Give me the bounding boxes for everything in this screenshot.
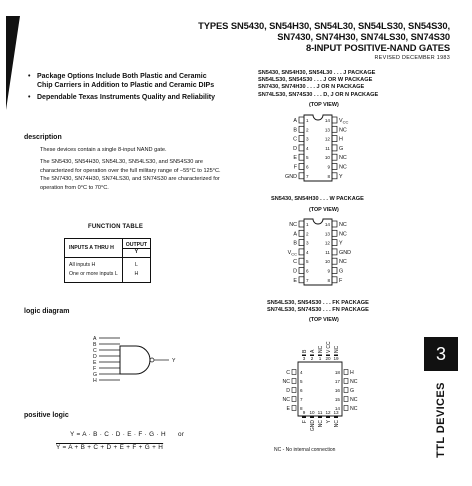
pin-stub bbox=[332, 145, 337, 151]
input-label: E bbox=[93, 360, 97, 366]
pin-stub bbox=[344, 397, 348, 402]
pin-number: 11 bbox=[317, 410, 323, 415]
pin-label: C bbox=[286, 370, 290, 376]
pin-number: 10 bbox=[324, 155, 330, 161]
package-fk-title bbox=[267, 300, 369, 314]
pin-number: 4 bbox=[300, 370, 303, 375]
pin-label: F bbox=[302, 420, 308, 424]
pin-stub bbox=[299, 126, 304, 132]
pin-number: 9 bbox=[327, 268, 330, 274]
output-header-label: OUTPUT bbox=[125, 241, 148, 248]
pin-number: 2 bbox=[306, 127, 309, 133]
input-label: C bbox=[93, 348, 97, 354]
top-view-label: (TOP VIEW) bbox=[309, 207, 339, 213]
pin-stub bbox=[344, 370, 348, 375]
pin-stub bbox=[332, 230, 337, 236]
pin-number: 5 bbox=[306, 259, 309, 265]
pin-stub bbox=[299, 164, 304, 170]
pin-stub bbox=[332, 221, 337, 227]
pin-label: H bbox=[350, 370, 354, 376]
pin-stub bbox=[332, 126, 337, 132]
logic-diagram bbox=[90, 334, 180, 386]
title-line-2: SN7430, SN74H30, SN74LS30, SN74S30 bbox=[277, 31, 450, 42]
pin-stub bbox=[332, 173, 337, 179]
pin-stub bbox=[318, 355, 322, 357]
table-cell: All inputs H bbox=[69, 262, 96, 268]
pin-label: NC bbox=[318, 345, 324, 353]
package-line: SN7430, SN74H30 . . . J OR N PACKAGE bbox=[258, 84, 365, 91]
pin-label: NC bbox=[334, 345, 340, 353]
pin-label: D bbox=[293, 268, 297, 275]
table-cell: One or more inputs L bbox=[69, 271, 118, 277]
pin-label: E bbox=[293, 277, 297, 284]
pin-label: $V_{CC}$ bbox=[287, 249, 297, 257]
pin-number: 13 bbox=[324, 127, 330, 133]
output-label: Y bbox=[172, 358, 176, 364]
pin-stub bbox=[299, 249, 304, 255]
pin-number: 4 bbox=[306, 145, 309, 151]
pin-label: NC bbox=[339, 127, 347, 134]
pin-label: NC bbox=[350, 406, 358, 412]
pin-number: 2 bbox=[306, 231, 309, 237]
pin-number: 6 bbox=[306, 268, 309, 274]
pin-label: Y bbox=[339, 173, 343, 180]
pin-number: 7 bbox=[300, 397, 303, 402]
pin-number: 14 bbox=[324, 118, 330, 123]
pin-label: B bbox=[293, 127, 297, 134]
dip-j-pins bbox=[285, 117, 348, 180]
input-label: A bbox=[93, 336, 97, 342]
logic-equation-2: Y = A + B + C + D + E + F + G + H bbox=[56, 444, 164, 451]
section-tab-label bbox=[424, 380, 458, 464]
pin-stub bbox=[344, 379, 348, 384]
pin-stub bbox=[299, 136, 304, 142]
pin-label: F bbox=[293, 164, 297, 171]
pin-stub bbox=[292, 406, 296, 411]
pin-stub bbox=[299, 154, 304, 160]
pin-stub bbox=[332, 258, 337, 264]
pin-stub bbox=[334, 355, 338, 357]
function-table bbox=[64, 238, 151, 283]
pin-number: 8 bbox=[327, 173, 330, 179]
pin-number: 10 bbox=[324, 259, 330, 265]
description-paragraph: These devices contain a single 8-input NAND gate. bbox=[40, 147, 167, 153]
pin-label: G bbox=[350, 388, 355, 394]
pin-number: 8 bbox=[327, 277, 330, 283]
pin-stub bbox=[299, 221, 304, 227]
top-view-label: (TOP VIEW) bbox=[309, 317, 339, 323]
no-connection-note: NC - No internal connection bbox=[274, 447, 336, 453]
pin-label: NC bbox=[282, 397, 290, 403]
pin-label: NC bbox=[350, 397, 358, 403]
pin-label: NC bbox=[289, 222, 297, 228]
pin-stub bbox=[332, 117, 337, 123]
pin-label: NC bbox=[339, 259, 347, 266]
positive-logic-heading: positive logic bbox=[24, 412, 69, 419]
pin-label: C bbox=[293, 259, 297, 266]
section-marker-triangle bbox=[6, 16, 20, 110]
pin-number: 12 bbox=[324, 136, 330, 142]
function-table-title: FUNCTION TABLE bbox=[88, 224, 144, 230]
chip-carrier-pinout bbox=[270, 326, 370, 442]
pin-number: 17 bbox=[334, 379, 340, 384]
package-line: SN74LS30, SN74S30 . . . D, J OR N PACKAGE bbox=[258, 91, 379, 98]
pin-stub bbox=[318, 417, 322, 419]
pin-number: 14 bbox=[324, 222, 330, 227]
bullet-item: • Package Options Include Both Plastic and Ceramic Chip Carriers in Addition to Plastic and Ceramic DIPs bbox=[28, 73, 224, 90]
pin-stub bbox=[292, 370, 296, 375]
pin-number: 14 bbox=[334, 406, 340, 411]
pin-stub bbox=[326, 417, 330, 419]
logic-diagram-heading: logic diagram bbox=[24, 308, 70, 315]
description-body bbox=[40, 146, 228, 196]
pin-stub bbox=[299, 145, 304, 151]
function-table-outputs-cell bbox=[122, 258, 150, 283]
pin-number: 3 bbox=[302, 356, 306, 361]
pin-label: Y bbox=[326, 420, 332, 424]
pin-stub bbox=[299, 268, 304, 274]
pin-number: 12 bbox=[325, 410, 331, 415]
nand-gate-symbol bbox=[120, 346, 150, 374]
pin-number: 18 bbox=[334, 370, 340, 375]
input-label: G bbox=[93, 372, 98, 378]
pin-label: NC bbox=[350, 379, 358, 385]
pin-number: 13 bbox=[333, 410, 339, 415]
pin-number: 7 bbox=[306, 173, 309, 179]
pin-stub bbox=[332, 268, 337, 274]
pin-stub bbox=[292, 397, 296, 402]
section-tab-number: 3 bbox=[424, 337, 458, 371]
dip-pinout-j-n bbox=[282, 112, 362, 184]
flatpack-pinout-w bbox=[282, 216, 362, 288]
pin-label: GND bbox=[285, 173, 297, 180]
pin-number: 11 bbox=[325, 249, 330, 255]
pin-label: NC bbox=[339, 222, 347, 228]
function-table-inputs-cell bbox=[65, 258, 123, 283]
pin-stub bbox=[332, 277, 337, 283]
input-label: B bbox=[93, 342, 97, 348]
pin-number: 4 bbox=[306, 249, 309, 255]
fk-pins bbox=[283, 341, 358, 431]
pin-number: 11 bbox=[325, 145, 330, 151]
logic-equation-1 bbox=[70, 431, 184, 438]
pin-label: A bbox=[310, 349, 316, 353]
pin-label: A bbox=[293, 231, 297, 238]
pin-label: E bbox=[293, 155, 297, 162]
pin-number: 6 bbox=[300, 388, 303, 393]
pin-number: 8 bbox=[300, 406, 303, 411]
package-line: SN5430, SN54H30, SN54L30 . . . J PACKAGE bbox=[258, 70, 376, 76]
table-cell: L bbox=[134, 262, 138, 268]
pin-stub bbox=[326, 355, 330, 357]
pin-number: 13 bbox=[324, 231, 330, 237]
pin-number: 2 bbox=[310, 356, 314, 361]
pin-stub bbox=[299, 258, 304, 264]
pin-stub bbox=[332, 240, 337, 246]
pin-stub bbox=[332, 164, 337, 170]
pin-label: NC bbox=[318, 420, 324, 428]
pin-label: A bbox=[293, 118, 297, 124]
package-line: SN54LS30, SN54S30 . . . FK PACKAGE bbox=[267, 300, 369, 306]
pin-number: 6 bbox=[306, 164, 309, 170]
pin-number: 3 bbox=[306, 240, 309, 246]
pin-number: 1 bbox=[318, 356, 322, 361]
table-cell: H bbox=[134, 271, 139, 277]
pin-label: C bbox=[293, 136, 297, 143]
pin-stub bbox=[332, 249, 337, 255]
input-label: D bbox=[93, 354, 97, 360]
package-line: SN54LS30, SN54S30 . . . J OR W PACKAGE bbox=[258, 77, 373, 84]
top-view-label: (TOP VIEW) bbox=[309, 102, 339, 108]
input-label: H bbox=[93, 378, 97, 384]
input-label: F bbox=[93, 366, 97, 372]
pin-number: 10 bbox=[309, 410, 315, 415]
pin-stub bbox=[299, 117, 304, 123]
pin-label: E bbox=[286, 406, 290, 412]
pin-stub bbox=[302, 417, 306, 419]
pin-number: 1 bbox=[306, 222, 309, 227]
dip-w-pins bbox=[288, 221, 351, 284]
or-text: or bbox=[177, 431, 185, 438]
output-header bbox=[122, 239, 150, 258]
pin-label: G bbox=[339, 145, 344, 152]
feature-bullets bbox=[28, 73, 224, 107]
pin-number: 12 bbox=[324, 240, 330, 246]
pin-label: D bbox=[293, 145, 297, 152]
pin-label: NC bbox=[339, 155, 347, 162]
pin-stub bbox=[299, 230, 304, 236]
revision-date: REVISED DECEMBER 1983 bbox=[374, 55, 450, 61]
pin-stub bbox=[302, 355, 306, 357]
pin-number: 19 bbox=[333, 356, 339, 361]
pin-stub bbox=[292, 379, 296, 384]
document-header bbox=[198, 20, 450, 64]
pin-number: 1 bbox=[306, 118, 309, 123]
title-line-3: 8-INPUT POSITIVE-NAND GATES bbox=[305, 42, 450, 53]
pin-label: GND bbox=[339, 249, 351, 256]
pin-label: F bbox=[339, 277, 343, 284]
pin-stub bbox=[310, 417, 314, 419]
pin-stub bbox=[344, 406, 348, 411]
package-line: SN74LS30, SN74S30 . . . FN PACKAGE bbox=[267, 307, 369, 314]
pin-label: D bbox=[286, 388, 290, 394]
pin-stub bbox=[332, 154, 337, 160]
pin-label: NC bbox=[339, 231, 347, 238]
pin-label: B bbox=[293, 240, 297, 247]
pin-number: 15 bbox=[334, 397, 340, 402]
pin-label: NC bbox=[339, 164, 347, 171]
pin-number: 9 bbox=[327, 164, 330, 170]
description-paragraph: The SN5430, SN54H30, SN54L30, SN54LS30, and SN54S30 are characterized for operation over the full military range of −55°C to 125°C. The SN7430, SN74H30, SN74LS30, and SN74S30 are characterized for operation from 0°C to 70°C. bbox=[40, 158, 221, 192]
pin-label: NC bbox=[334, 420, 340, 428]
pin-stub bbox=[310, 355, 314, 357]
pin-number: 5 bbox=[306, 155, 309, 161]
title-line-1: TYPES SN5430, SN54H30, SN54L30, SN54LS30, SN54S30, bbox=[198, 20, 450, 31]
pin-label: $V_{CC}$ bbox=[339, 118, 349, 125]
pin-stub bbox=[299, 173, 304, 179]
section-tab-text: TTL DEVICES bbox=[435, 382, 447, 458]
package-w-title: SN5430, SN54H30 . . . W PACKAGE bbox=[271, 196, 364, 202]
pin-label: NC bbox=[282, 379, 290, 385]
pin-label: GND bbox=[310, 420, 316, 432]
package-j-n-title bbox=[258, 70, 378, 99]
pin-number: 3 bbox=[306, 136, 309, 142]
description-heading: description bbox=[24, 134, 62, 141]
pin-number: 5 bbox=[300, 379, 303, 384]
pin-stub bbox=[332, 136, 337, 142]
equation-text: Y = A · B · C · D · E · F · G · H bbox=[70, 431, 166, 438]
pin-label: G bbox=[339, 268, 344, 275]
pin-stub bbox=[292, 388, 296, 393]
pin-stub bbox=[334, 417, 338, 419]
pin-stub bbox=[299, 277, 304, 283]
pin-label: Y bbox=[339, 240, 343, 247]
inputs-header: INPUTS A THRU H bbox=[65, 239, 123, 258]
pin-stub bbox=[299, 240, 304, 246]
pin-number: 16 bbox=[334, 388, 340, 393]
pin-number: 7 bbox=[306, 277, 309, 283]
pin-label: B bbox=[302, 349, 308, 353]
pin-label: H bbox=[339, 136, 343, 143]
pin-number: 20 bbox=[325, 356, 331, 361]
pin-stub bbox=[344, 388, 348, 393]
pin-number: 9 bbox=[302, 410, 306, 415]
output-header-symbol: Y bbox=[123, 248, 150, 255]
pin-label: V CC bbox=[326, 341, 332, 353]
bullet-item: • Dependable Texas Instruments Quality and Reliability bbox=[28, 94, 224, 103]
